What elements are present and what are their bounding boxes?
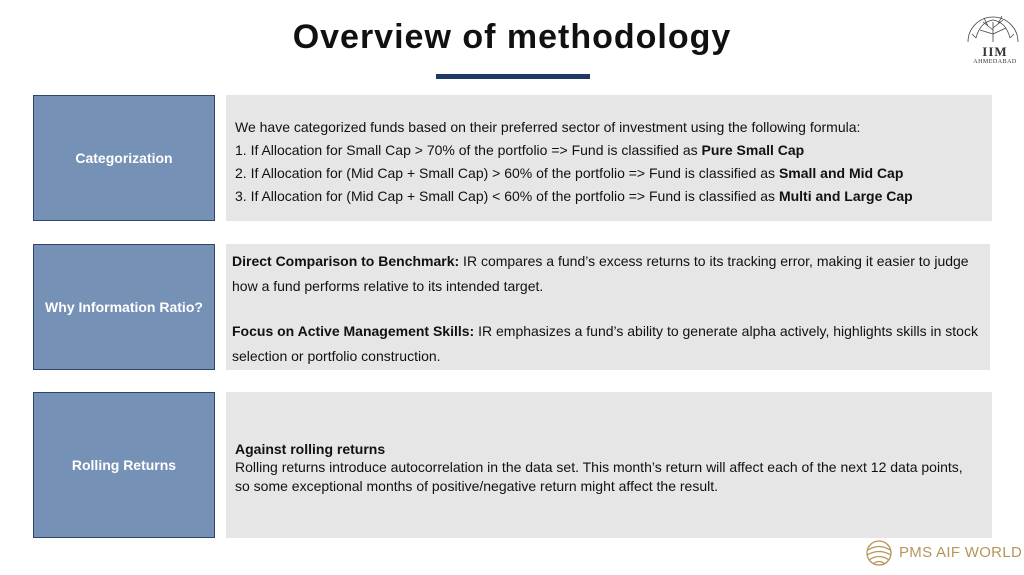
page-title: Overview of methodology	[292, 18, 732, 56]
rolling-returns-head: Against rolling returns	[235, 441, 386, 457]
categorization-label	[33, 95, 215, 221]
rule-class: Multi and Large Cap	[778, 188, 913, 204]
rule-text: 1. If Allocation for Small Cap > 70% of the portfolio => Fund is classified as	[235, 142, 702, 158]
ir-point-text: IR compares a fund’s excess returns to its tracking error, making it easier to judge how a fund performs relative to its intended target.	[232, 253, 969, 294]
rule-class: Pure Small Cap	[701, 142, 805, 158]
section-label: Categorization	[75, 149, 173, 166]
rule-item	[235, 185, 992, 208]
rule-text: 3. If Allocation for (Mid Cap + Small Cap) < 60% of the portfolio => Fund is classified as	[235, 188, 779, 204]
ir-point-head: Focus on Active Management Skills:	[232, 323, 475, 339]
rule-item	[235, 162, 992, 185]
information-ratio-content	[226, 244, 990, 370]
logo-text: IIM	[982, 44, 1008, 59]
rolling-returns-content	[226, 392, 992, 538]
rolling-returns-text: Rolling returns introduce autocorrelation in the data set. This month’s return will affect each of the next 12 data points, so some exceptional months of positive/negative return might affect the result.	[235, 459, 963, 494]
rule-class: Small and Mid Cap	[778, 165, 904, 181]
globe-logo-icon	[864, 538, 894, 568]
section-label: Why Information Ratio?	[45, 298, 203, 315]
categorization-content	[226, 95, 992, 221]
information-ratio-label	[33, 244, 215, 370]
section-label: Rolling Returns	[71, 456, 177, 473]
ir-point	[232, 249, 990, 299]
footer-brand: PMS AIF WORLD	[899, 544, 1023, 561]
ir-point	[232, 319, 990, 369]
rolling-returns-label	[33, 392, 215, 538]
ir-point-head: Direct Comparison to Benchmark:	[232, 253, 460, 269]
title-underline	[436, 74, 590, 79]
categorization-intro: We have categorized funds based on their preferred sector of investment using the following formula:	[235, 119, 861, 135]
rule-item	[235, 139, 992, 162]
rule-text: 2. If Allocation for (Mid Cap + Small Cap) > 60% of the portfolio => Fund is classified as	[235, 165, 779, 181]
logo-subtext: AHMEDABAD	[973, 59, 1017, 65]
ir-point-text: IR emphasizes a fund’s ability to generate alpha actively, highlights skills in stock selection or portfolio construction.	[232, 323, 978, 364]
